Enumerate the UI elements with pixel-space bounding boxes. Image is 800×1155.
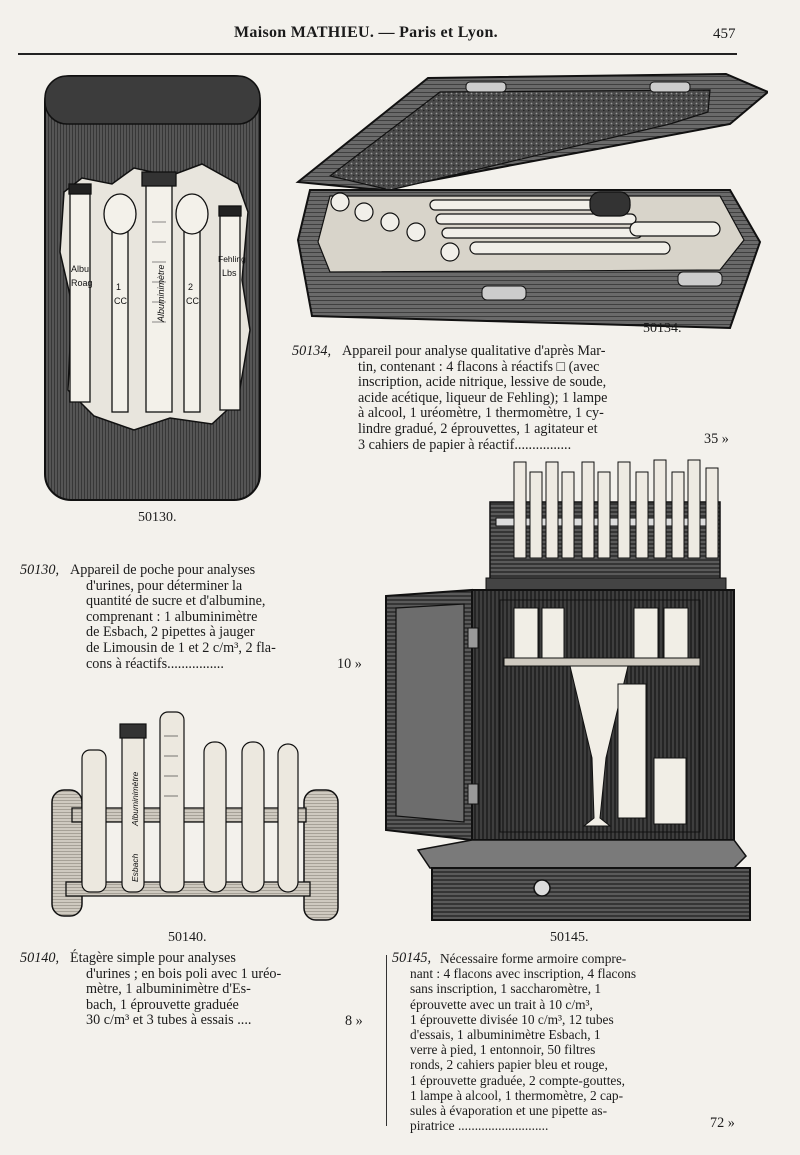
entry-line: sules à évaporation et une pipette as- [410, 1103, 608, 1119]
entry-line: Appareil pour analyse qualitative d'après Mar- [342, 343, 606, 359]
column-divider [386, 955, 387, 1126]
entry-number-50140: 50140, [20, 950, 60, 966]
figure-label-50145: 50145. [550, 930, 589, 945]
price-50140: 8 » [345, 1013, 363, 1029]
entry-line: Étagère simple pour analyses [70, 950, 236, 966]
entry-line: inscription, acide nitrique, lessive de soude, [358, 374, 607, 391]
figure-reagent-box [290, 72, 768, 334]
entry-line: à alcool, 1 uréomètre, 1 thermomètre, 1 cy- [358, 405, 604, 422]
entry-line: acide acétique, liqueur de Fehling); 1 lampe [358, 389, 608, 406]
entry-line: Nécessaire forme armoire compre- [440, 951, 627, 966]
tube-rack-illustration [46, 706, 342, 926]
header-rule [18, 53, 737, 55]
entry-number-50130: 50130, [20, 562, 60, 578]
entry-line: 30 c/m³ et 3 tubes à essais .... [86, 1012, 252, 1029]
price-50145: 72 » [710, 1115, 735, 1131]
tube-label-albuminimetre: Albuminimètre [156, 264, 166, 322]
entry-line: bach, 1 éprouvette graduée [86, 996, 239, 1013]
entry-line: 3 cahiers de papier à réactif................ [358, 436, 572, 453]
pocket-case-illustration [42, 72, 264, 504]
price-50134: 35 » [704, 431, 729, 447]
tube-label-cc2: CC [186, 296, 199, 306]
entry-line: de Limousin de 1 et 2 c/m³, 2 fla- [86, 639, 276, 656]
tube-label-albuminimetre-rack: Albuminimètre [130, 771, 140, 826]
entry-50134-description [342, 344, 607, 453]
entry-line: sans inscription, 1 saccharomètre, 1 [410, 981, 602, 997]
tube-label-albu: Albu [71, 264, 90, 274]
page-title: Maison MATHIEU. — Paris et Lyon. [234, 24, 498, 41]
entry-line: quantité de sucre et d'albumine, [86, 593, 266, 610]
entry-line: 1 éprouvette graduée, 2 compte-gouttes, [410, 1072, 625, 1088]
entry-line: d'essais, 1 albuminimètre Esbach, 1 [410, 1027, 601, 1043]
figure-label-50130: 50130. [138, 510, 177, 525]
price-50130: 10 » [337, 656, 362, 672]
page-number: 457 [713, 26, 736, 42]
entry-number-50134: 50134, [292, 343, 332, 359]
cabinet-illustration [378, 458, 754, 928]
entry-line: d'urines, pour déterminer la [86, 577, 243, 594]
tube-label-esbach: Esbach [130, 853, 140, 882]
tube-label-fehling: Fehling [218, 254, 246, 264]
figure-pocket-case [42, 72, 264, 504]
tube-label-2: 2 [188, 282, 194, 292]
entry-line: verre à pied, 1 entonnoir, 50 filtres [410, 1042, 596, 1058]
entry-line: 1 lampe à alcool, 1 thermomètre, 2 cap- [410, 1087, 624, 1103]
entry-line: d'urines ; en bois poli avec 1 uréo- [86, 965, 282, 982]
entry-line: 1 éprouvette divisée 10 c/m³, 12 tubes [410, 1011, 614, 1027]
entry-line: comprenant : 1 albuminimètre [86, 608, 258, 625]
entry-line: éprouvette avec un trait à 10 c/m³, [410, 996, 593, 1012]
entry-50130-description [70, 563, 276, 672]
tube-label-roag: Roag [71, 278, 93, 288]
entry-50140-description [70, 951, 281, 1029]
tube-label-lbs: Lbs [222, 268, 237, 278]
entry-line: tin, contenant : 4 flacons à réactifs □ (avec [358, 358, 600, 375]
entry-line: cons à réactifs................ [86, 655, 224, 672]
tube-label-cc1: CC [114, 296, 127, 306]
entry-line: nant : 4 flacons avec inscription, 4 flacons [410, 966, 637, 982]
entry-line: Appareil de poche pour analyses [70, 562, 256, 578]
entry-line: piratrice ........................... [410, 1118, 549, 1134]
figure-label-50140: 50140. [168, 930, 207, 945]
entry-line: mètre, 1 albuminimètre d'Es- [86, 981, 251, 998]
figure-cabinet [378, 458, 754, 928]
entry-line: de Esbach, 2 pipettes à jauger [86, 624, 255, 641]
figure-tube-rack [46, 706, 342, 926]
figure-label-50134: 50134. [643, 321, 682, 336]
entry-line: lindre gradué, 2 éprouvettes, 1 agitateur et [358, 420, 598, 437]
page-header [0, 0, 800, 56]
tube-label-1: 1 [116, 282, 122, 292]
entry-number-50145: 50145, [392, 950, 432, 966]
reagent-box-illustration [290, 72, 768, 334]
entry-line: ronds, 2 cahiers papier bleu et rouge, [410, 1057, 608, 1073]
